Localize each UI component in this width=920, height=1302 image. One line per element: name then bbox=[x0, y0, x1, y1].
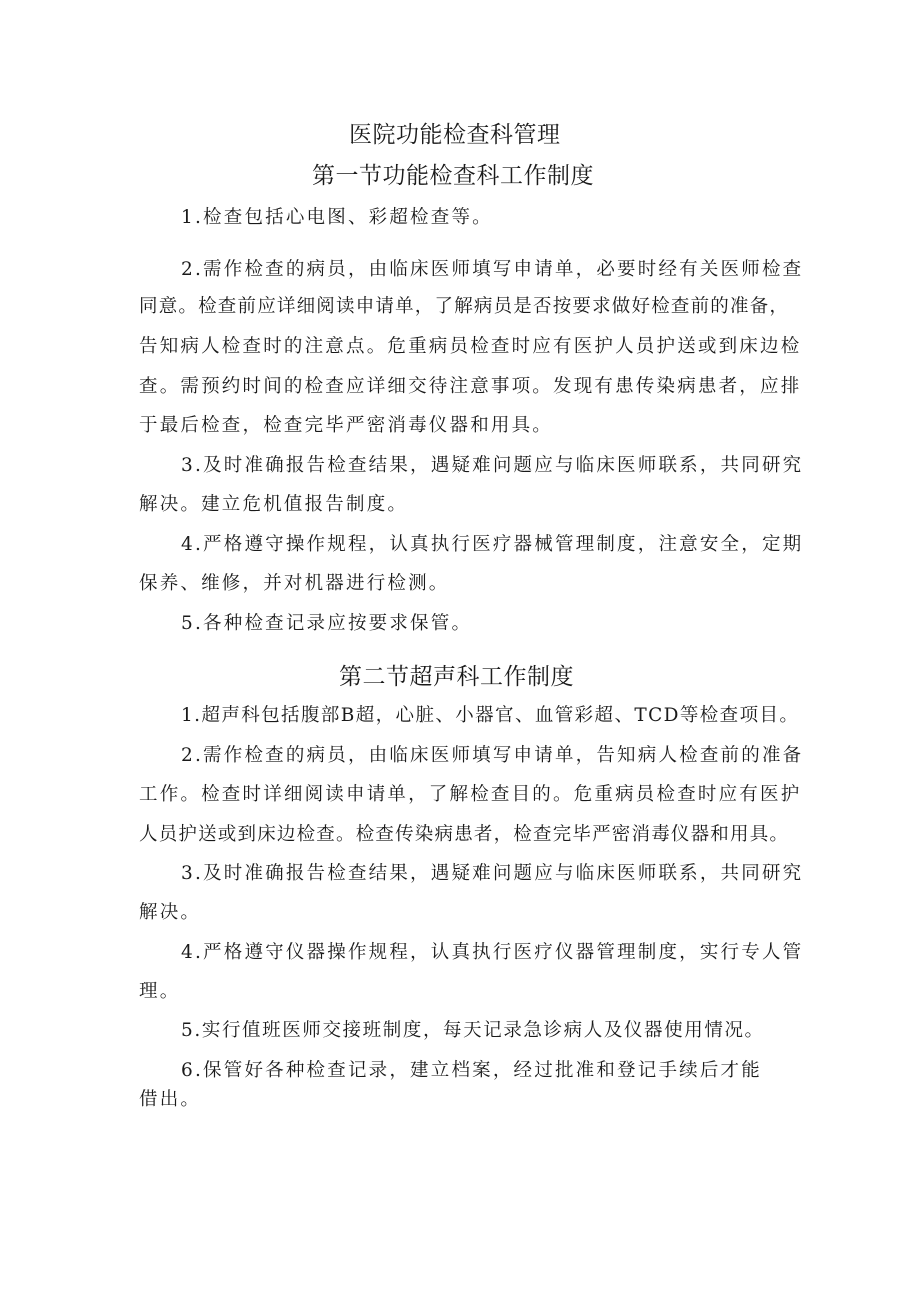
document-title: 医院功能检查科管理 bbox=[349, 122, 561, 148]
section2-line: 解决。 bbox=[139, 902, 202, 923]
section1-line: 告知病人检查时的注意点。危重病员检查时应有医护人员护送或到床边检 bbox=[139, 336, 802, 357]
section1-line: 保养、维修，并对机器进行检测。 bbox=[139, 573, 450, 594]
section2-line: 6.保管好各种检查记录，建立档案，经过批准和登记手续后才能 bbox=[181, 1060, 762, 1081]
section2-line: 工作。检查时详细阅读申请单，了解检查目的。危重病员检查时应有医护 bbox=[139, 784, 802, 805]
section2-line: 人员护送或到床边检查。检查传染病患者，检查完毕严密消毒仪器和用具。 bbox=[139, 824, 790, 845]
section2-line: 5.实行值班医师交接班制度，每天记录急诊病人及仪器使用情况。 bbox=[181, 1020, 765, 1041]
section1-line: 于最后检查，检查完毕严密消毒仪器和用具。 bbox=[139, 415, 554, 436]
section2-line: 理。 bbox=[139, 981, 181, 1002]
section2-line: 2.需作检查的病员，由临床医师填写申请单，告知病人检查前的准备 bbox=[181, 745, 804, 766]
section2-line: 4.严格遵守仪器操作规程，认真执行医疗仪器管理制度，实行专人管 bbox=[181, 942, 804, 963]
section1-line: 2.需作检查的病员，由临床医师填写申请单，必要时经有关医师检查 bbox=[181, 259, 804, 280]
section2-heading: 第二节超声科工作制度 bbox=[339, 664, 574, 690]
section1-line: 查。需预约时间的检查应详细交待注意事项。发现有患传染病患者，应排 bbox=[139, 376, 802, 397]
section1-line: 同意。检查前应详细阅读申请单，了解病员是否按要求做好检查前的准备， bbox=[139, 296, 790, 317]
section1-line: 解决。建立危机值报告制度。 bbox=[139, 494, 409, 515]
section1-line: 1.检查包括心电图、彩超检查等。 bbox=[181, 207, 493, 228]
section2-line: 1.超声科包括腹部B超，心脏、小器官、血管彩超、TCD等检查项目。 bbox=[181, 705, 800, 726]
section1-line: 4.严格遵守操作规程，认真执行医疗器械管理制度，注意安全，定期 bbox=[181, 534, 804, 555]
section2-line: 借出。 bbox=[139, 1089, 202, 1110]
section1-line: 3.及时准确报告检查结果，遇疑难问题应与临床医师联系，共同研究 bbox=[181, 455, 804, 476]
section2-line: 3.及时准确报告检查结果，遇疑难问题应与临床医师联系，共同研究 bbox=[181, 863, 804, 884]
section1-heading: 第一节功能检查科工作制度 bbox=[312, 163, 594, 189]
section1-line: 5.各种检查记录应按要求保管。 bbox=[181, 613, 473, 634]
